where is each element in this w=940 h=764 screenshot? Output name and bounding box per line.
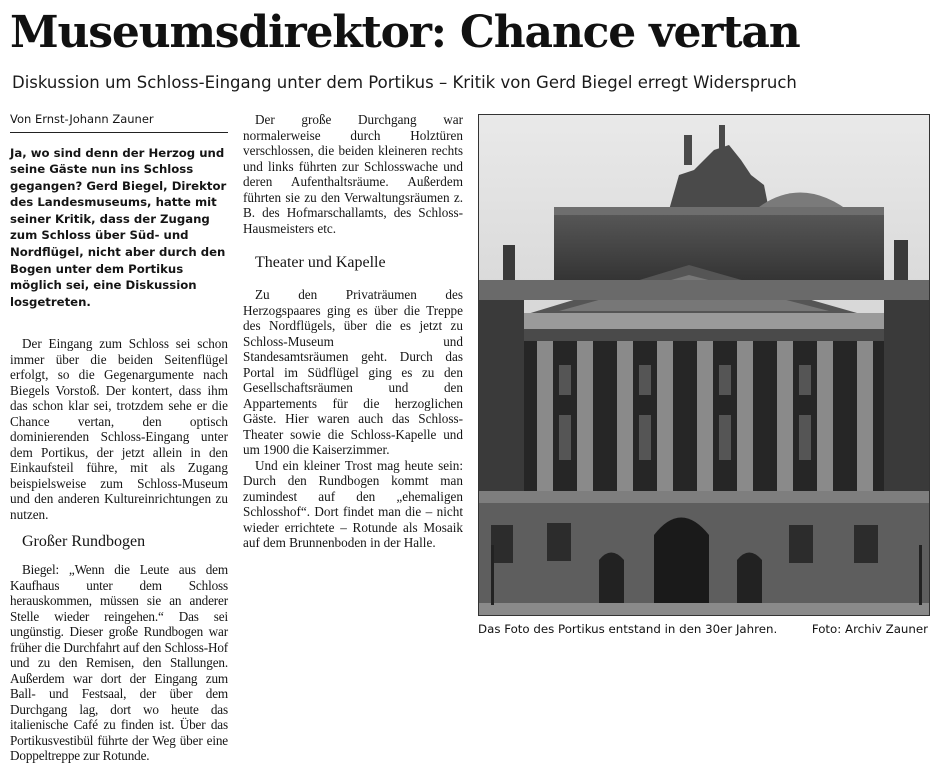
portico-columns bbox=[537, 341, 873, 491]
photo-caption: Das Foto des Portikus entstand in den 30er Jahren. bbox=[478, 622, 778, 636]
photo-caption-row bbox=[478, 621, 930, 637]
central-arch bbox=[654, 518, 709, 616]
photo-credit: Foto: Archiv Zauner bbox=[811, 622, 928, 636]
entablature bbox=[509, 313, 889, 329]
byline: Von Ernst-Johann Zauner bbox=[10, 112, 228, 133]
body-paragraph: Zu den Privaträumen des Herzogspaares ging es über die Treppe des Nordflügels, über die es jetzt zu Schloss-Museum und Standesamtsräumen geht. Durch das Portal im Südflügel ging es zu den Gesellschaftsräumen und den Appartements für die herzoglichen Gäste. Hier waren auch das Schloss-Theater sowie die Schloss-Kapelle und um 1900 die Kaiserzimmer. bbox=[243, 287, 463, 457]
body-paragraph: Biegel: „Wenn die Leute aus dem Kaufhaus unter dem Schloss herauskommen, müssen sie an anderer Stelle wieder reingehen.“ Das sei ungünstig. Dieser große Rundbogen war früher die Durchfahrt auf den Schloss-Hof und zu den Remisen, den Stallungen. Außerdem war dort der Eingang zum Ball- und Festsaal, der über dem Durchgang lag, dort wo heute das italienische Café zu finden ist. Über das Portikusvestibül führte der Weg über eine Doppeltreppe zur Rotunde. bbox=[10, 562, 228, 764]
headline: Museumsdirektor: Chance vertan bbox=[10, 7, 800, 58]
body-paragraph: Und ein kleiner Trost mag heute sein: Durch den Rundbogen kommt man zumindest auf den „ehemaligen Schlosshof“. Dort findet man die – nicht wieder errichtete – Rotunde als Mosaik auf dem Brunnenboden in der Halle. bbox=[243, 457, 463, 550]
castle-portico-illustration bbox=[479, 115, 929, 615]
subheading-theater-und-kapelle: Theater und Kapelle bbox=[255, 254, 386, 271]
body-paragraph: Der große Durchgang war normalerweise durch Holztüren verschlossen, die beiden kleineren rechts und links führten zur Schlosswache und deren Aufenthaltsräume. Außerdem führten sie zu den Verwaltungsräumen z. B. des Hofmarschallamts, des Schloss-Hausmeisters etc. bbox=[243, 112, 463, 236]
column-1 bbox=[10, 112, 228, 764]
body-paragraph: Der Eingang zum Schloss sei schon immer über die beiden Seitenflügel erfolgt, so die Gegenargumente nach Biegels Vorstoß. Der kontert, dass ihm das schon klar sei, trotzdem sehe er die Chance vertan, den optisch dominierenden Schloss-Eingang unter dem Portikus, der jetzt allein in den Einkaufsteil führe, mit als Zugang beispielsweise zum Schloss-Museum und den anderen Kultureinrichtungen zu nutzen. bbox=[10, 336, 228, 522]
lead-paragraph: Ja, wo sind denn der Herzog und seine Gäste nun ins Schloss gegangen? Gerd Biegel, Direktor des Landesmuseums, hatte mit seiner Kritik, dass der Zugang zum Schloss über Süd- und Nordflügel, nicht aber durch den Bogen unter dem Portikus möglich sei, eine Diskussion losgetreten. bbox=[10, 145, 227, 309]
column-2 bbox=[243, 112, 463, 551]
portikus-photo bbox=[478, 114, 930, 616]
subheadline: Diskussion um Schloss-Eingang unter dem Portikus – Kritik von Gerd Biegel erregt Widerspruch bbox=[12, 73, 797, 92]
subheading-grosser-rundbogen: Großer Rundbogen bbox=[22, 533, 146, 551]
